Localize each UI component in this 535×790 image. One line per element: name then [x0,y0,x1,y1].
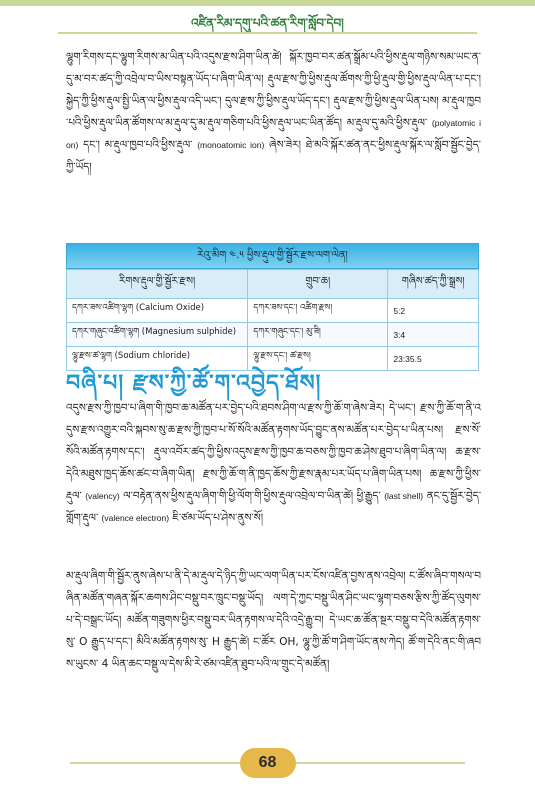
table-row [67,323,479,347]
header-divider [58,32,477,34]
table-cell-ratio: 23:35.5 [388,347,479,371]
table-header-row [67,270,479,299]
page-footer [0,748,535,778]
table-cell-compound: ལྷུ་རྫས་ཚ་ལྷག (Sodium chloride) [67,347,248,371]
valency-paragraph [66,565,481,697]
term-valency: (valency) [85,491,120,501]
table-cell-ratio: 3:4 [388,323,479,347]
paragraph-text: ལྷུག་རིགས་དང་ལྷུག་རིགས་མ་ཡིན་པའི་འདུས་རྫས་ཤིག་ཡིན་ཚེ། སྐོར་ཁྱབ་བར་ཚན་སྒྲོམ་པའི་ཕྱིས་རྡུལ་གཉིས་སམ་ཡང་ན་དུ་མ་བར་ཚད་ཀྱི་འབྲེལ་བ་ཡིས་བསྟན་ཡོད་པ་ཞིག་ཡིན་ལ། རྡུལ་རྫས་ཀྱི་ཕྱིས་རྡུལ་ཚོགས་ཀྱི་ཕྱི་རྡུལ་གྱི་ཕྱིས་རྡུལ་ཡིན་པ་དང་། སྐྱེད་ཀྱི་ཕྱིས་རྡུལ་སྤྱི་ཡིན་ལ་ཕྱིས་རྡུལ་འདི་ཡང་། དུལ་རྫས་ཀྱི་ཕྱིས་རྡུལ་ཡོད་དང་། རྡུལ་རྫས་ཀྱི་ཕྱིས་རྡུལ་ཡིན་པས། མ་རྡུལ་ཁྱབ་པའི་ཕྱིས་རྡུལ་ཡིན་ཚོགས་ལ་མ་རྡུལ་དུ་མ་རྡུལ་གཅིག་པའི་ཕྱིས་རྡུལ་ཡང་ཡིན་ཚོད། མ་རྡུལ་དུ་མའི་ཕྱིས་རྡུལ་ [66,51,481,129]
table-cell-ratio: 5:2 [388,299,479,323]
compound-table-grid [66,269,479,371]
paragraph-text: དང་། མ་རྡུལ་ཁྱབ་པའི་ཕྱིས་རྡུལ་ [83,139,193,151]
table-header-compound: རིགས་རྡུལ་གྱི་སྦྱོར་རྫས། [67,270,248,299]
header-decoration [0,0,535,6]
table-cell-composition: དཀར་ཟས་དང་། འཚིག་རྫས། [248,299,388,323]
term-polyatomic-ion: (polyatomic ion) [66,118,481,150]
paragraph-text: ནང་དུ་སྦྱོར་བྱེད་གློག་རྡུལ་ [66,490,481,524]
table-cell-composition: ལྷུ་རྫས་དང་། ཚ་རྫས། [248,347,388,371]
compound-table [66,243,479,371]
paragraph-text: མ་རྡུལ་ཞིག་གི་སྦྱོར་ནུས་ཞེས་པ་ནི་དེ་མ་རྡུལ་དེ་ཉིད་ཀྱི་ཡང་ལག་ཡིན་པར་ངོས་འཛིན་བྱས་ནས་འབྲེལ། ང་ཚོས་ཞིབ་གསལ་བཞིན་མཚོན་གཞན་སྐོར་ཆགས་ཤིང་བསྡུ་བར་ཁྲུང་བསྡུ་ཡོད། ལག་དེ་ཀྱང་བསྡུ་ཡིན་ཤིང་ཡང་ལྷག་བཅས་རྩིས་ཀྱི་ཚོད་ལུགས་པ་དེ་བསྒྲང་ཡོད། མཚོན་གཟུགས་ཕྱིར་བསྡུ་བར་ཡིན་རྟགས་ལ་དེའི་འདྲེ་རྒྱུ་བ། དེ་ཡང་ཆ་ཚོན་སྔར་བསྡུ་བ་དེའི་མཚོན་རྟགས་སུ་ O རྒྱུད་པ་དང་། མིའི་མཚོན་རྟགས་སུ་ H རྒྱུད་ཚེ། ང་ཚོར OH, ལྷུ་ཀྱི་ཚོ་ག་ཤིག་ཡོང་ནས་ཀེད། ཚོ་ག་དེའི་ནང་གི་ཞབས་ཡུངས་ 4 ཡིན་ཆང་བསྡུ་ལ་དེས་མི་རེ་ཙམ་འཛིན་ཐུབ་པའི་ལ་གྲུང་དེ་མཚོན། [66,570,481,670]
table-caption: རེའུ་མིག ༤.༥ ཕྱིས་རྡུལ་གྱི་སྦྱོར་རྫས་ལག་ལེན། [66,243,479,269]
formula-paragraph [66,397,481,551]
paragraph-text: འདུས་རྫས་ཀྱི་ཁྱབ་པ་ཞིག་གི་ཁྱབ་ཆ་མཚོན་པར་བྱེད་པའི་ཐབས་ཤིག་ལ་རྫས་ཀྱི་ཆོ་ག་ཞེས་ཟེར། དེ་ཡང་། རྫས་ཀྱི་ཆོ་ག་ནི་འདུས་རྫས་འགྱུར་བའི་སྐབས་སུ་ཆ་རྫས་ཀྱི་ཁྱབ་པ་སོ་སོའི་མཚོན་རྟགས་ཡོད་བྱུང་ནས་མཚོན་པར་བྱེད་པ་ཡིན་པས། རྫས་སོ་སོའི་མཚོན་རྟགས་དང་། རྡུལ་འབོར་ཚད་ཀྱི་ཕྱིས་འདུས་རྫས་ཀྱི་ཁྱབ་ཆ་བཅས་ཀྱི་ཁྱབ་ཆ་ཤེས་ཐུབ་པ་ཞིག་ཡིན་ལ། ཆ་རྫས་དེའི་མཐུས་ཁྱད་ཆོས་ཚང་བ་ཞིག་ཡིན། རྫས་ཀྱི་ཆོ་ག་ནི་ཁྱད་ཆོས་ཀྱི་རྫས་རྣམ་པར་ཡོད་པ་ཞིག་ཡིན་པས། ཆ་རྫས་ཀྱི་ཕྱིས་རྡུལ་ [66,402,481,502]
table-cell-compound: དཀར་གཞུང་འཚིག་ལྷག (Magnesium sulphide) [67,323,248,347]
intro-paragraph [66,46,481,268]
paragraph-text: ཇི་ཙམ་ཡོད་པ་ཤེས་ནུས་སོ། [172,512,264,524]
table-row [67,299,479,323]
term-monoatomic-ion: (monoatomic ion) [197,140,265,150]
paragraph-text: ལ་བརྟེན་ནས་ཕྱིས་རྡུལ་ཞིག་གི་ཕྱི་ལོག་གི་ཕྱིས་རྡུལ་འབྲེལ་བ་ཡིན་ཚེ། ཕྱི་རྒྱུད་ [123,490,381,502]
paragraph-text: ཞེས་ཟེར། ཐེ་མའི་སྐོར་ཚན་ནང་ཕྱིས་རྡུལ་སྐོར་ལ་སློབ་སྦྱོང་བྱེད་ཀྱི་ཡོད། [66,139,481,173]
section-heading: བཞི་པ། རྫས་ཀྱི་ཚོ་ག་འབྱེད་ཐོས། [66,371,322,396]
term-last-shell: (last shell) [384,491,424,501]
table-header-composition: གྲུབ་ཆ། [248,270,388,299]
table-cell-composition: དཀར་གཞུང་དང་། མུ་ཟི། [248,323,388,347]
table-cell-compound: དཀར་ཟས་འཚིག་ལྷག (Calcium Oxide) [67,299,248,323]
table-header-ratio: གཞིས་ཚད་ཀྱི་སྒྲས། [388,270,479,299]
page-number: 68 [240,748,296,778]
term-valence-electron: (valence electron) [101,513,170,523]
running-title: འཛིན་རིམ་དགུ་པའི་ཚན་རིག་སློབ་དེབ། [191,16,344,30]
